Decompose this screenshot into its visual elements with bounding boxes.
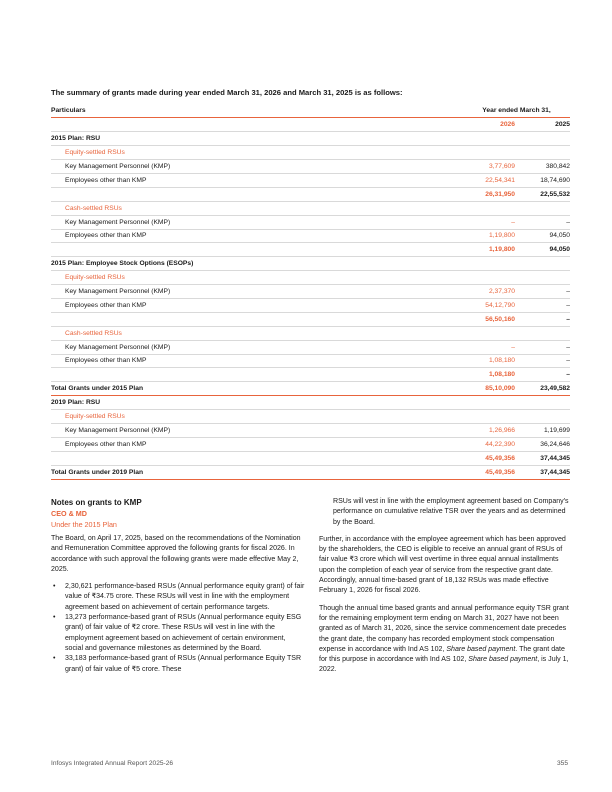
row-label: Total Grants under 2019 Plan [51, 465, 463, 479]
value-2025: 380,842 [515, 160, 570, 174]
row-label: Employees other than KMP [51, 298, 463, 312]
table-row [51, 285, 570, 299]
notes-heading: Notes on grants to KMP [51, 498, 142, 507]
table-row [51, 243, 570, 257]
row-label: Equity-settled RSUs [51, 410, 463, 424]
value-2025 [515, 201, 570, 215]
value-2025: 37,44,345 [515, 465, 570, 479]
table-row [51, 187, 570, 201]
table-row [51, 298, 570, 312]
header-particulars: Particulars [51, 104, 463, 118]
row-label: Employees other than KMP [51, 173, 463, 187]
table-row [51, 326, 570, 340]
value-2025: – [515, 298, 570, 312]
value-2026: 45,49,356 [463, 451, 515, 465]
footer-report-title: Infosys Integrated Annual Report 2025-26 [51, 760, 174, 767]
value-2025: – [515, 368, 570, 382]
row-label [51, 451, 463, 465]
row-label [51, 312, 463, 326]
value-2025: 36,24,646 [515, 437, 570, 451]
value-2025: 94,050 [515, 229, 570, 243]
table-row [51, 257, 570, 271]
value-2026: 1,26,966 [463, 423, 515, 437]
grant-bullet-list [51, 582, 305, 675]
value-2025 [515, 326, 570, 340]
grant-bullet-3: • 33,183 performance-based grant of RSUs (Annual performance Equity TSR grant) of fair value of ₹5 crore. These [53, 655, 302, 673]
value-2026: 1,08,180 [463, 354, 515, 368]
table-row [51, 215, 570, 229]
bullet-icon: • [53, 655, 56, 663]
value-2025: – [515, 285, 570, 299]
value-2025 [515, 396, 570, 410]
bullet-icon: • [53, 583, 56, 591]
row-label: Key Management Personnel (KMP) [51, 423, 463, 437]
grant-bullet-2: • 13,273 performance-based grant of RSUs (Annual performance equity ESG grant) of fair value of ₹2 crore. These RSUs will vest in line with the employment agreement based on achievement of certain environment, social and governance milestones as determined by the Board. [53, 614, 302, 652]
row-label: Equity-settled RSUs [51, 146, 463, 160]
notes-left-column [51, 497, 305, 675]
value-2025: 23,49,582 [515, 382, 570, 396]
row-label: Key Management Personnel (KMP) [51, 285, 463, 299]
grants-summary-table [51, 104, 570, 480]
notes-paragraph-3: Though the annual time based grants and annual performance equity TSR grant for the remaining employment term ending on March 31, 2027 have not been granted as of March 31, 2026, since the service commencement date precedes the grant date, the company has recorded employment stock compensation expense in accordance with Ind AS 102, Share based payment. The grant date for this purpose in accordance with Ind AS 102, Share based payment, is July 1, 2022. [319, 604, 569, 674]
value-2026 [463, 271, 515, 285]
value-2025: – [515, 340, 570, 354]
table-row [51, 410, 570, 424]
table-row [51, 312, 570, 326]
value-2025 [515, 410, 570, 424]
row-label: 2015 Plan: RSU [51, 132, 463, 146]
value-2025: 94,050 [515, 243, 570, 257]
row-label [51, 187, 463, 201]
value-2026 [463, 257, 515, 271]
value-2025: 1,19,699 [515, 423, 570, 437]
table-row [51, 465, 570, 479]
table-row [51, 146, 570, 160]
table-row [51, 423, 570, 437]
table-row [51, 396, 570, 410]
value-2025: 22,55,532 [515, 187, 570, 201]
table-row [51, 354, 570, 368]
table-row [51, 173, 570, 187]
table-row [51, 368, 570, 382]
row-label: 2019 Plan: RSU [51, 396, 463, 410]
value-2026: – [463, 340, 515, 354]
header-year-2025: 2025 [515, 118, 570, 132]
row-label [51, 368, 463, 382]
row-label: Key Management Personnel (KMP) [51, 160, 463, 174]
value-2026 [463, 396, 515, 410]
table-row [51, 382, 570, 396]
header-year-ended: Year ended March 31, [463, 104, 570, 118]
notes-paragraph-1: The Board, on April 17, 2025, based on the recommendations of the Nomination and Remuneration Committee approved the following grants for fiscal 2026. In accordance with such approval the following grants were made effective May 2, 2025. [51, 535, 301, 573]
value-2026 [463, 201, 515, 215]
value-2025 [515, 132, 570, 146]
row-label [51, 243, 463, 257]
value-2026: 54,12,790 [463, 298, 515, 312]
grant-bullet-1: • 2,30,621 performance-based RSUs (Annual performance equity grant) of fair value of ₹34.75 crore. These RSUs will vest in line with the employment agreement based on achievement of certain performance targets. [53, 583, 305, 611]
notes-plan: Under the 2015 Plan [51, 520, 117, 529]
row-label: Key Management Personnel (KMP) [51, 215, 463, 229]
value-2025: – [515, 215, 570, 229]
value-2026 [463, 146, 515, 160]
value-2025 [515, 146, 570, 160]
row-label: Equity-settled RSUs [51, 271, 463, 285]
value-2026: 1,19,800 [463, 229, 515, 243]
value-2025 [515, 257, 570, 271]
value-2026 [463, 410, 515, 424]
value-2025 [515, 271, 570, 285]
footer-page-number: 355 [556, 760, 568, 767]
row-label: Total Grants under 2015 Plan [51, 382, 463, 396]
table-row [51, 132, 570, 146]
table-row [51, 201, 570, 215]
grant-bullet-3-continued: RSUs will vest in line with the employment agreement based on Company's performance on cumulative relative TSR over the years and as determined by the Board. [333, 498, 569, 526]
value-2026 [463, 132, 515, 146]
value-2026: – [463, 215, 515, 229]
notes-subheading: CEO & MD [51, 509, 87, 518]
row-label: 2015 Plan: Employee Stock Options (ESOPs) [51, 257, 463, 271]
value-2026: 26,31,950 [463, 187, 515, 201]
value-2026: 3,77,609 [463, 160, 515, 174]
row-label: Employees other than KMP [51, 437, 463, 451]
row-label: Key Management Personnel (KMP) [51, 340, 463, 354]
row-label: Employees other than KMP [51, 229, 463, 243]
table-row [51, 271, 570, 285]
row-label: Employees other than KMP [51, 354, 463, 368]
row-label: Cash-settled RSUs [51, 326, 463, 340]
row-label: Cash-settled RSUs [51, 201, 463, 215]
table-year-row [51, 118, 570, 132]
value-2026: 44,22,390 [463, 437, 515, 451]
value-2026: 45,49,356 [463, 465, 515, 479]
value-2025: – [515, 354, 570, 368]
value-2026: 1,08,180 [463, 368, 515, 382]
notes-paragraph-2: Further, in accordance with the employee agreement which has been approved by the shareholders, the CEO is eligible to receive an annual grant of RSUs of fair value ₹3 crore which will vest overtime in three equal annual installments upon the completion of each year of service from the respective grant date. Accordingly, annual time-based grant of 18,132 RSUs was made effective February 1, 2026 for fiscal 2026. [319, 535, 566, 595]
value-2026 [463, 326, 515, 340]
table-header-row [51, 104, 570, 118]
value-2026: 22,54,341 [463, 173, 515, 187]
value-2025: – [515, 312, 570, 326]
value-2026: 56,50,160 [463, 312, 515, 326]
table-row [51, 340, 570, 354]
table-row [51, 160, 570, 174]
notes-right-column [319, 497, 573, 683]
table-intro: The summary of grants made during year ended March 31, 2026 and March 31, 2025 is as follows: [51, 88, 403, 97]
value-2025: 18,74,690 [515, 173, 570, 187]
value-2026: 2,37,370 [463, 285, 515, 299]
table-row [51, 229, 570, 243]
bullet-icon: • [53, 614, 56, 622]
table-row [51, 437, 570, 451]
header-year-2026: 2026 [463, 118, 515, 132]
value-2025: 37,44,345 [515, 451, 570, 465]
value-2026: 1,19,800 [463, 243, 515, 257]
table-row [51, 451, 570, 465]
value-2026: 85,10,090 [463, 382, 515, 396]
